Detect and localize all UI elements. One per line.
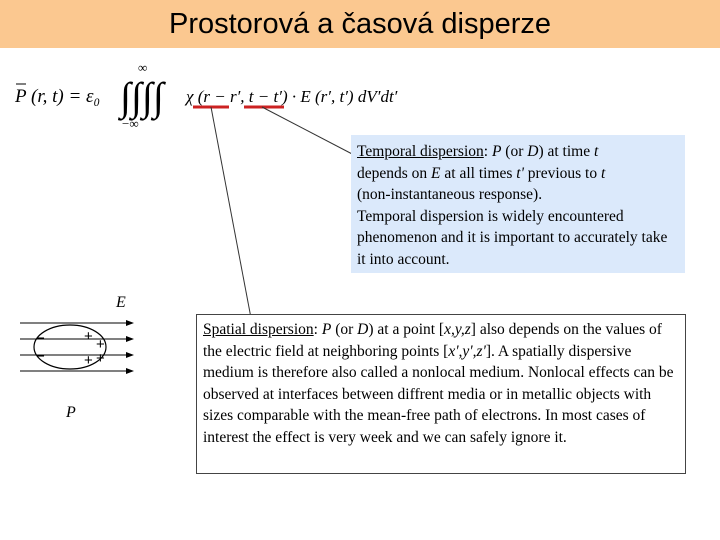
field-arrowheads: [126, 320, 134, 374]
polarization-P-label: P: [66, 404, 76, 421]
connector-spatial: [211, 107, 251, 318]
title-bar: [0, 0, 720, 48]
integral-signs: ∫∫∫∫: [120, 74, 164, 119]
integral-lower: −∞: [122, 116, 139, 131]
spatial-text: Spatial dispersion: P (or D) at a point [x,y,z] also depends on the values of the electric field at neighboring points [x',y',z']. A spatially dispersive medium is therefore also called a nonlocal medium. Nonlocal effects can be observed at interfaces between diffrent media or in metallic objects with sizes comparable with the mean-free path of electrons. In most cases of interest the effect is very week and we can safely ignore it.: [203, 321, 674, 446]
plus-charge-4: +: [96, 350, 105, 367]
plus-charge-3: +: [84, 352, 93, 369]
formula-lhs: P (r, t) = ε₀: [15, 86, 101, 107]
dipole-diagram: [20, 285, 170, 430]
plus-charge-2: +: [96, 336, 105, 353]
formula: [12, 60, 432, 130]
formula-svg: [12, 60, 432, 130]
minus-charge-2: −: [36, 348, 45, 365]
plus-charge-1: +: [84, 328, 93, 345]
dipole-svg: [20, 285, 170, 430]
temporal-term: Temporal dispersion: [357, 143, 484, 160]
temporal-dispersion-box: [351, 135, 685, 273]
spatial-term: Spatial dispersion: [203, 321, 314, 338]
field-E-label: E: [116, 294, 126, 311]
temporal-text: Temporal dispersion: P (or D) at time t depends on E at all times t' previous to t (non-instantaneous response). Temporal dispersion is widely encountered phenomenon and it is important to accurately take it into account.: [357, 143, 668, 268]
minus-charge-1: −: [36, 330, 45, 347]
spatial-dispersion-box: [196, 314, 686, 474]
integral-upper: ∞: [138, 60, 148, 75]
page-title: Prostorová a časová disperze: [168, 7, 552, 40]
formula-integrand: χ (r − r′, t − t′) · E (r′, t′) dV′dt′: [186, 87, 398, 106]
